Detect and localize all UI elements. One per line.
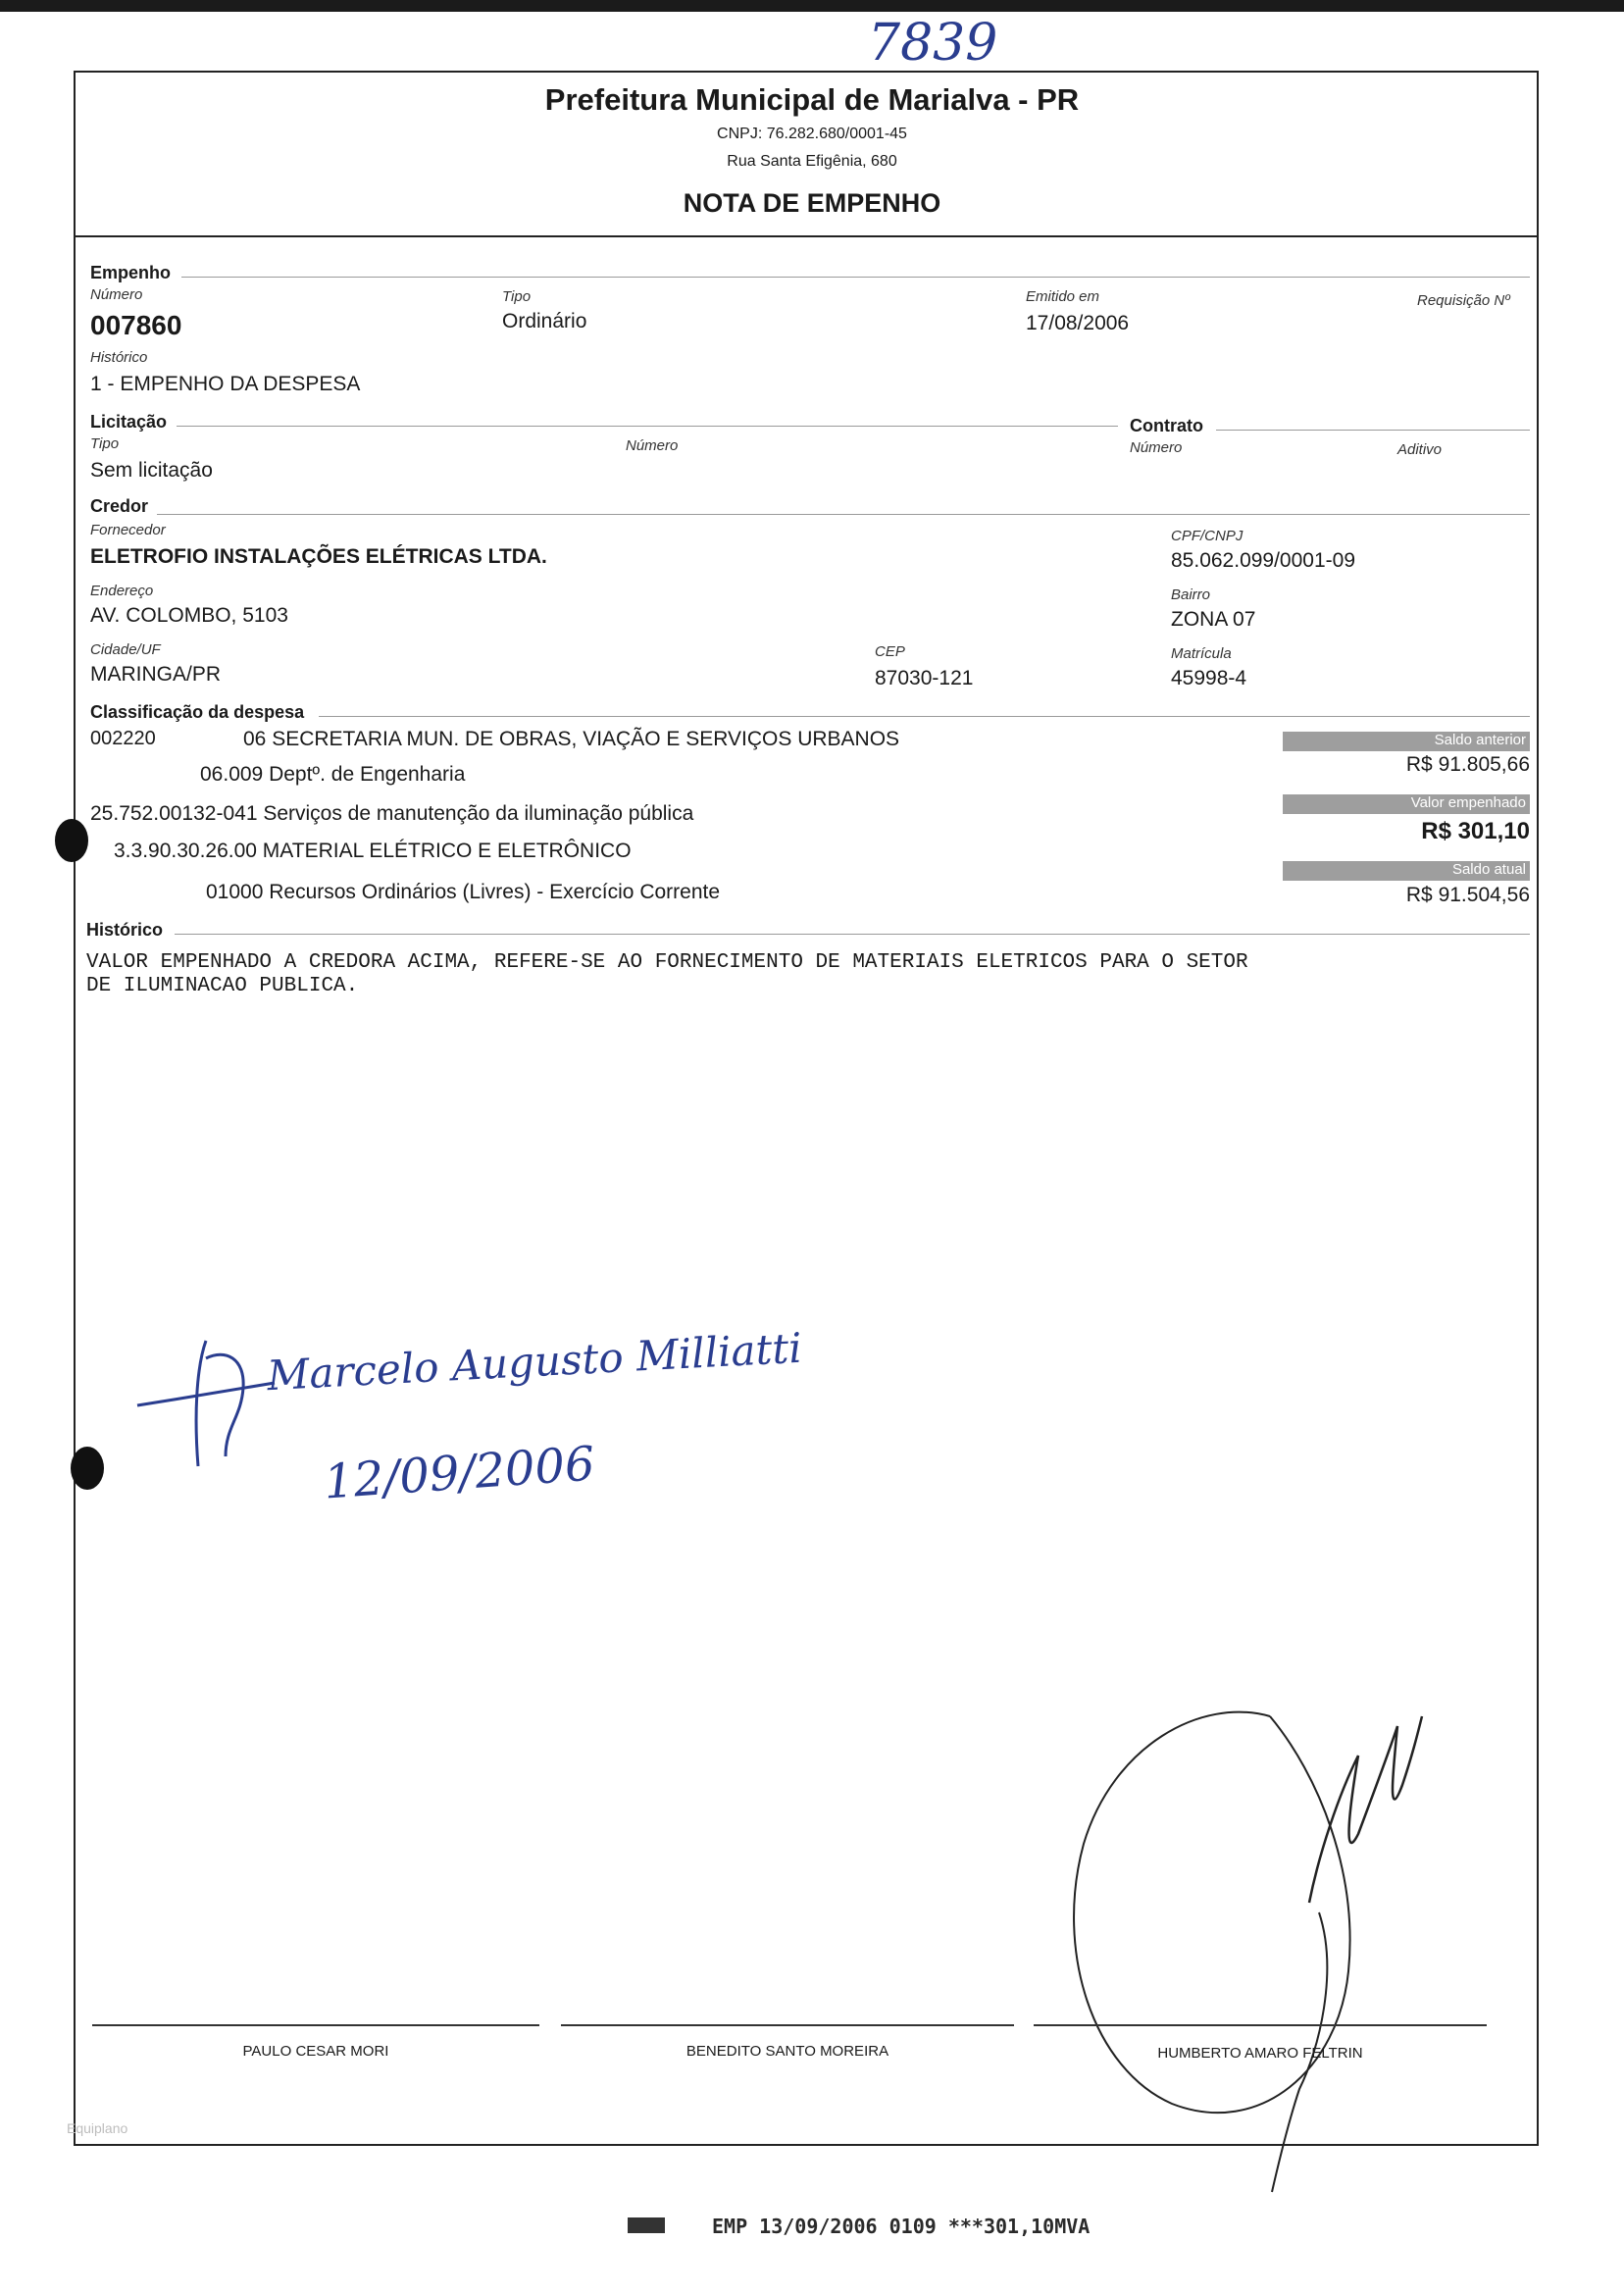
licitacao-numero-label: Número — [626, 437, 679, 454]
section-rule — [1216, 430, 1530, 431]
endereco-value: AV. COLOMBO, 5103 — [90, 604, 288, 627]
emitido-label: Emitido em — [1026, 288, 1100, 305]
dotacao-funcional: 25.752.00132-041 Serviços de manutenção da iluminação pública — [90, 802, 694, 825]
handwritten-date: 12/09/2006 — [322, 1436, 597, 1510]
saldo-atual-value: R$ 91.504,56 — [1405, 884, 1530, 906]
historico-line-1: VALOR EMPENHADO A CREDORA ACIMA, REFERE-SE AO FORNECIMENTO DE MATERIAIS ELETRICOS PARA O SETOR — [86, 951, 1248, 974]
requisicao-label: Requisição Nº — [1417, 292, 1510, 309]
cpf-cnpj-value: 85.062.099/0001-09 — [1171, 549, 1356, 572]
licitacao-tipo: Sem licitação — [90, 459, 213, 482]
signer-3-name: HUMBERTO AMARO FELTRIN — [1157, 2045, 1363, 2062]
bairro-value: ZONA 07 — [1171, 608, 1256, 631]
document-title: NOTA DE EMPENHO — [683, 188, 941, 218]
empenho-tipo-label: Tipo — [502, 288, 532, 305]
historico-line-2: DE ILUMINACAO PUBLICA. — [86, 975, 359, 997]
section-rule — [181, 277, 1530, 278]
handwritten-initial — [127, 1329, 284, 1476]
section-contrato: Contrato — [1130, 416, 1203, 435]
valor-empenhado-value: R$ 301,10 — [1421, 818, 1530, 844]
payment-stamp: EMP 13/09/2006 0109 ***301,10MVA — [712, 2215, 1091, 2238]
signer-2-name: BENEDITO SANTO MOREIRA — [685, 2043, 889, 2060]
cep-label: CEP — [875, 643, 905, 660]
cep-value: 87030-121 — [875, 667, 974, 689]
section-historico: Histórico — [86, 920, 164, 940]
binder-hole — [55, 819, 88, 862]
contrato-aditivo-label: Aditivo — [1397, 441, 1443, 458]
cidade-label: Cidade/UF — [90, 641, 161, 658]
section-licitacao: Licitação — [90, 412, 168, 432]
matricula-label: Matrícula — [1171, 645, 1232, 662]
signature-line — [92, 2024, 539, 2026]
cpf-cnpj-label: CPF/CNPJ — [1171, 528, 1243, 544]
section-classificacao: Classificação da despesa — [90, 702, 305, 722]
dotacao-code: 002220 — [90, 728, 156, 749]
empenho-numero-label: Número — [90, 286, 143, 303]
signature-line — [1034, 2024, 1487, 2026]
fornecedor-label: Fornecedor — [90, 522, 166, 538]
stamp-mark-icon — [628, 2217, 665, 2233]
section-rule — [177, 426, 1118, 427]
signer-1-name: PAULO CESAR MORI — [242, 2043, 389, 2060]
valor-empenhado-label: Valor empenhado — [1283, 794, 1530, 814]
signature-scribble — [1025, 1657, 1437, 2207]
scan-top-edge — [0, 0, 1624, 12]
header-divider — [74, 235, 1539, 237]
bairro-label: Bairro — [1171, 586, 1211, 603]
municipality-title: Prefeitura Municipal de Marialva - PR — [544, 82, 1080, 117]
contrato-numero-label: Número — [1130, 439, 1183, 456]
section-credor: Credor — [90, 496, 149, 516]
handwritten-page-number: 7839 — [868, 14, 998, 73]
dotacao-unidade: 06.009 Deptº. de Engenharia — [200, 763, 466, 786]
matricula-value: 45998-4 — [1171, 667, 1247, 689]
cnpj-line: CNPJ: 76.282.680/0001-45 — [717, 126, 907, 142]
handwritten-name: Marcelo Augusto Milliatti — [266, 1323, 803, 1401]
emitido-date: 17/08/2006 — [1026, 312, 1130, 334]
address-line: Rua Santa Efigênia, 680 — [727, 153, 897, 170]
section-empenho: Empenho — [90, 263, 172, 282]
saldo-atual-label: Saldo atual — [1283, 861, 1530, 881]
endereco-label: Endereço — [90, 583, 154, 599]
binder-hole — [71, 1447, 104, 1490]
dotacao-recurso: 01000 Recursos Ordinários (Livres) - Exercício Corrente — [206, 881, 721, 903]
licitacao-tipo-label: Tipo — [90, 435, 120, 452]
section-rule — [319, 716, 1530, 717]
fornecedor-name: ELETROFIO INSTALAÇÕES ELÉTRICAS LTDA. — [90, 545, 547, 568]
dotacao-orgao: 06 SECRETARIA MUN. DE OBRAS, VIAÇÃO E SERVIÇOS URBANOS — [243, 728, 900, 750]
signature-line — [561, 2024, 1014, 2026]
dotacao-elemento: 3.3.90.30.26.00 MATERIAL ELÉTRICO E ELETRÔNICO — [114, 840, 632, 862]
footer-brand: Equiplano — [67, 2120, 128, 2136]
cidade-value: MARINGA/PR — [90, 663, 222, 686]
empenho-tipo: Ordinário — [502, 310, 587, 332]
empenho-historico-label: Histórico — [90, 349, 148, 366]
section-rule — [157, 514, 1530, 515]
saldo-anterior-value: R$ 91.805,66 — [1405, 753, 1530, 776]
empenho-numero: 007860 — [90, 310, 182, 340]
empenho-historico: 1 - EMPENHO DA DESPESA — [90, 373, 361, 395]
saldo-anterior-label: Saldo anterior — [1283, 732, 1530, 751]
section-rule — [175, 934, 1530, 935]
